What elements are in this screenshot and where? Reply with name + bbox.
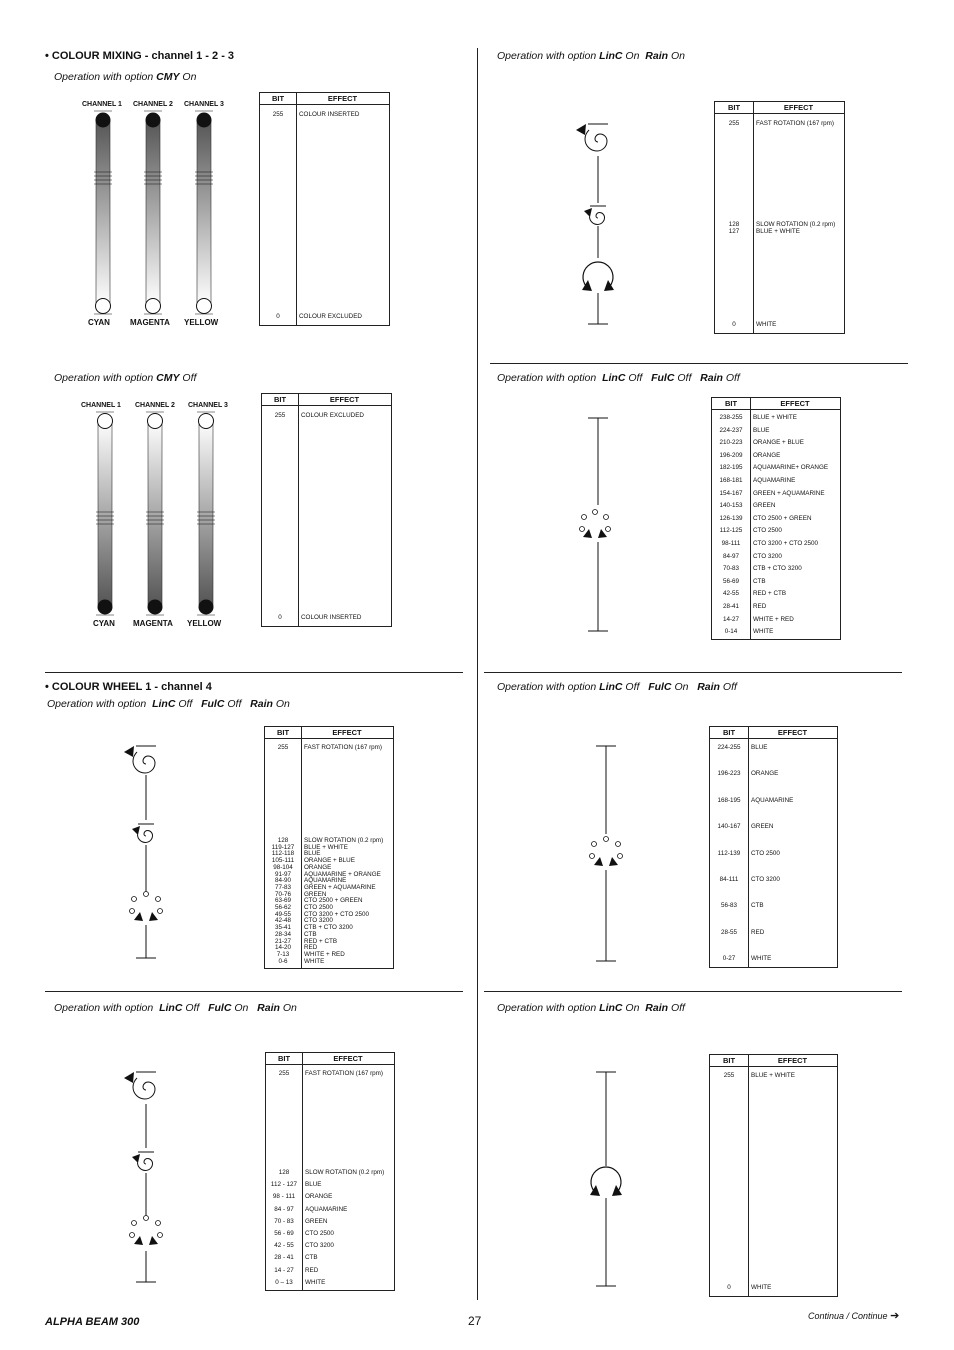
effect-value: AQUAMARINE [753,477,796,484]
slow-rotation-spiral-icon [590,213,605,225]
effect-value: CTO 3200 [304,917,333,925]
effect-header: EFFECT [783,103,814,112]
effect-value: BLUE + WHITE [756,228,800,235]
table-wheel-f [709,1054,838,1297]
effect-value: COLOUR INSERTED [299,111,360,118]
effect-header: EFFECT [327,94,358,103]
bit-value: 196-209 [719,451,743,459]
effect-value: BLUE [304,850,321,858]
bit-value: 112-118 [271,850,295,858]
table-wheel-c [714,101,845,334]
effect-value: CTO 3200 [751,876,780,883]
effect-value: WHITE [753,628,774,636]
bit-value: 98-104 [273,863,293,871]
bit-value: 255 [723,1072,735,1079]
divider-left-1 [45,672,463,673]
rainbow-dots-icon [130,1216,163,1238]
table-header [260,93,389,105]
effect-value: SLOW ROTATION (0.2 rpm) [756,221,836,228]
effect-header: EFFECT [332,728,362,737]
column-divider [753,102,754,333]
bit-value: 0-27 [722,955,736,963]
table-header [710,1055,837,1067]
table-header [266,1053,394,1065]
effect-header: EFFECT [329,395,360,404]
divider-right-3 [484,991,902,992]
effect-value: CTO 2500 [751,849,780,857]
bit-value: 255 [274,412,286,419]
bit-value: 56-62 [274,904,292,911]
effect-value: ORANGE + BLUE [753,439,804,447]
cmy-on-slider-yellow [195,111,213,314]
continue-link[interactable]: Continua / Continue ➔ [808,1310,900,1322]
cmy-off-channel1-label: CHANNEL 1 [81,402,121,409]
effect-value: WHITE + RED [304,950,345,958]
bit-value: 7-13 [276,950,290,958]
table-wheel-e [709,726,838,968]
bit-value: 28 - 41 [274,1254,294,1262]
rainbow-dots-icon [130,892,163,914]
bit-value: 98-111 [721,540,741,547]
effect-value: BLUE + WHITE [753,414,797,421]
wheel-b-diagram [120,1066,180,1288]
product-name: ALPHA BEAM 300 [45,1316,140,1328]
cmy-on-diagram [80,95,240,325]
bit-value: 140-167 [717,823,741,831]
table-cmy-on [259,92,390,326]
cmy-off-slider-cyan [96,412,114,615]
cmy-on-cyan-label: CYAN [88,318,110,327]
bit-value: 56 - 69 [274,1230,294,1237]
cmy-off-cyan-label: CYAN [93,619,115,628]
bit-value: 0 – 13 [275,1278,293,1286]
bit-header: BIT [722,728,736,737]
effect-value: ORANGE [305,1193,333,1201]
effect-value: SLOW ROTATION (0.2 rpm) [305,1169,385,1176]
cmy-on-channel1-label: CHANNEL 1 [82,101,122,108]
bit-value: 77-83 [274,883,292,891]
bit-value: 0-6 [278,957,288,965]
bit-value: 14-27 [722,615,740,623]
effect-value: COLOUR INSERTED [301,614,362,621]
cmy-on-slider-cyan [94,111,112,314]
cmy-off-slider-yellow [197,412,215,615]
effect-value: BLUE [753,426,770,434]
bit-value: 0-14 [724,628,738,636]
bit-value: 128 [277,837,289,844]
op-wheel-a: Operation with option LinC Off FulC Off Rain On [47,698,290,710]
effect-value: BLUE [751,744,768,751]
effect-value: GREEN [753,502,776,510]
column-divider [296,93,297,325]
bit-value: 84-90 [274,877,292,885]
divider-right-1 [490,363,908,364]
effect-value: WHITE [751,1284,772,1291]
effect-value: BLUE + WHITE [304,843,348,851]
table-wheel-d [711,397,841,640]
bit-value: 91-97 [274,870,292,878]
bit-header: BIT [276,728,290,737]
bit-value: 84-111 [719,876,739,883]
bit-value: 0 [278,614,282,621]
bit-value: 128 [278,1169,290,1176]
bit-value: 154-167 [719,489,743,497]
bit-value: 128 [728,221,740,228]
effect-value: GREEN [304,890,327,898]
effect-value: CTB + CTO 3200 [753,565,802,573]
effect-value: CTO 2500 [304,904,333,911]
effect-value: GREEN [751,823,774,831]
column-divider [750,398,751,639]
effect-value: WHITE [751,955,772,963]
effect-value: AQUAMARINE [304,877,347,885]
cmy-on-channel3-label: CHANNEL 3 [184,101,224,108]
table-header [712,398,840,410]
bit-value: 210-223 [719,439,743,447]
effect-value: ORANGE [753,451,781,459]
effect-value: CTO 2500 [305,1230,334,1237]
effect-value: WHITE [304,957,325,965]
op-wheel-d: Operation with option LinC Off FulC Off Rain Off [497,372,740,384]
effect-value: GREEN + AQUAMARINE [304,883,376,891]
table-header [710,727,837,739]
effect-value: SLOW ROTATION (0.2 rpm) [304,837,384,844]
effect-value: ORANGE [304,863,332,871]
bit-value: 98 - 111 [272,1193,296,1201]
effect-value: CTB [305,1254,318,1262]
bit-value: 255 [278,1070,290,1077]
column-divider [748,727,749,967]
bit-value: 168-195 [717,796,741,804]
effect-value: BLUE + WHITE [751,1072,795,1079]
effect-value: CTB [304,930,317,938]
bit-value: 224-255 [717,744,741,751]
wheel-d-diagram [572,415,632,635]
bit-header: BIT [724,399,738,408]
bit-value: 196-223 [717,770,741,778]
table-header [262,394,391,406]
slow-rotation-spiral-icon [138,1159,153,1171]
bit-value: 70-83 [722,565,740,573]
effect-value: CTB + CTO 3200 [304,924,353,932]
bit-value: 28-41 [722,603,740,610]
bit-value: 42-48 [274,917,292,925]
bit-value: 182-195 [719,464,743,472]
op-cmy-on: Operation with option CMY On [54,71,197,83]
divider-right-2 [484,672,902,673]
column-divider [298,394,299,626]
cmy-off-yellow-label: YELLOW [187,619,222,628]
wheel-f-diagram [580,1068,640,1290]
bit-value: 0 [276,313,280,320]
op-wheel-b: Operation with option LinC Off FulC On Rain On [54,1002,297,1014]
wheel-c-diagram [572,118,632,330]
bit-value: 238-255 [719,414,743,421]
cmy-off-channel3-label: CHANNEL 3 [188,402,228,409]
effect-value: CTO 3200 + CTO 2500 [753,540,819,547]
cmy-off-slider-magenta [146,412,164,615]
effect-value: ORANGE + BLUE [304,857,355,865]
bit-value: 255 [272,111,284,118]
bit-value: 224-237 [719,426,743,434]
cmy-on-yellow-label: YELLOW [184,318,219,327]
bit-value: 56-83 [720,902,738,910]
op-wheel-c: Operation with option LinC On Rain On [497,50,685,62]
effect-value: RED + CTB [304,937,338,945]
op-cmy-off: Operation with option CMY Off [54,372,197,384]
bit-header: BIT [273,395,287,404]
bit-value: 140-153 [719,502,743,510]
effect-value: GREEN [305,1217,328,1225]
column-divider [302,1053,303,1290]
cmy-on-magenta-label: MAGENTA [130,318,170,327]
bit-value: 255 [277,744,289,751]
bit-value: 255 [728,120,740,127]
bit-header: BIT [271,94,285,103]
effect-value: RED [753,603,767,610]
effect-header: EFFECT [780,399,810,408]
effect-value: GREEN + AQUAMARINE [753,489,825,497]
effect-value: RED [305,1266,319,1274]
section-colour-mixing: • COLOUR MIXING - channel 1 - 2 - 3 [45,50,235,62]
effect-value: CTO 2500 [753,527,782,535]
vertical-divider [477,48,478,1300]
fast-rotation-spiral-icon [133,1078,155,1099]
effect-header: EFFECT [777,1056,808,1065]
bit-value: 127 [728,228,740,235]
effect-header: EFFECT [777,728,808,737]
cmy-off-channel2-label: CHANNEL 2 [135,402,175,409]
section-colour-wheel: • COLOUR WHEEL 1 - channel 4 [45,681,212,693]
bit-value: 14 - 27 [274,1266,294,1274]
bit-value: 84-97 [722,552,740,560]
slow-rotation-spiral-icon [138,831,153,843]
bit-value: 0 [732,321,736,328]
cmy-off-diagram [82,395,242,625]
bit-value: 112-125 [719,527,743,535]
bit-value: 28-55 [720,928,738,936]
bit-header: BIT [277,1054,291,1063]
cmy-off-magenta-label: MAGENTA [133,619,173,628]
bit-value: 28-34 [274,930,292,938]
effect-value: AQUAMARINE + ORANGE [304,870,381,878]
effect-value: ORANGE [751,770,779,778]
effect-value: CTO 3200 [305,1242,334,1250]
effect-value: WHITE + RED [753,615,794,623]
effect-value: AQUAMARINE+ ORANGE [753,464,829,472]
effect-value: COLOUR EXCLUDED [301,412,364,419]
bit-header: BIT [727,103,741,112]
effect-value: CTB [753,577,766,585]
effect-value: FAST ROTATION (167 rpm) [305,1070,384,1077]
rainbow-dots-icon [580,510,611,532]
op-wheel-f: Operation with option LinC On Rain Off [497,1002,685,1014]
table-wheel-a [264,726,394,969]
cmy-on-channel2-label: CHANNEL 2 [133,101,173,108]
bit-value: 84 - 97 [274,1205,294,1213]
bit-header: BIT [722,1056,736,1065]
bit-value: 112-139 [717,849,741,857]
bit-value: 105-111 [271,857,295,865]
effect-value: RED + CTB [753,590,787,598]
bit-value: 49-55 [274,910,292,918]
bit-value: 168-181 [719,477,743,484]
arrow-right-icon: ➔ [890,1310,900,1322]
effect-value: CTO 3200 [753,552,782,560]
bit-value: 119-127 [271,843,295,851]
cmy-on-slider-magenta [144,111,162,314]
wheel-e-diagram [580,742,640,967]
bit-value: 70-76 [274,890,292,898]
rainbow-dots-icon [590,837,623,859]
bit-value: 42 - 55 [274,1242,294,1250]
effect-value: FAST ROTATION (167 rpm) [756,120,835,127]
bit-value: 112 - 127 [270,1181,298,1189]
effect-value: RED [304,944,318,952]
effect-value: RED [751,928,765,936]
effect-value: WHITE [305,1278,326,1286]
effect-value: CTO 2500 + GREEN [753,514,812,522]
bit-value: 63-69 [274,897,292,905]
bit-value: 70 - 83 [274,1217,294,1225]
bit-value: 56-69 [722,577,740,585]
op-wheel-e: Operation with option LinC Off FulC On Rain Off [497,681,737,693]
table-header [715,102,844,114]
table-header [265,727,393,739]
table-wheel-b [265,1052,395,1291]
bit-value: 35-41 [274,924,292,932]
fast-rotation-spiral-icon [585,130,607,151]
effect-value: WHITE [756,321,777,328]
column-divider [748,1055,749,1296]
effect-header: EFFECT [333,1054,363,1063]
effect-value: COLOUR EXCLUDED [299,313,362,320]
effect-value: AQUAMARINE [751,796,794,804]
bit-value: 0 [727,1284,731,1291]
page-number: 27 [468,1314,482,1328]
bit-value: 14-20 [274,944,292,952]
bit-value: 42-55 [722,590,740,598]
effect-value: BLUE [305,1181,322,1189]
effect-value: AQUAMARINE [305,1205,348,1213]
wheel-a-diagram [120,740,180,965]
column-divider [301,727,302,968]
table-cmy-off [261,393,392,627]
effect-value: CTO 3200 + CTO 2500 [304,910,370,918]
effect-value: CTO 2500 + GREEN [304,897,363,905]
effect-value: CTB [751,902,764,910]
divider-left-2 [45,991,463,992]
bit-value: 126-139 [719,514,743,522]
fast-rotation-spiral-icon [133,752,155,773]
bit-value: 21-27 [274,937,292,945]
effect-value: FAST ROTATION (167 rpm) [304,744,383,751]
